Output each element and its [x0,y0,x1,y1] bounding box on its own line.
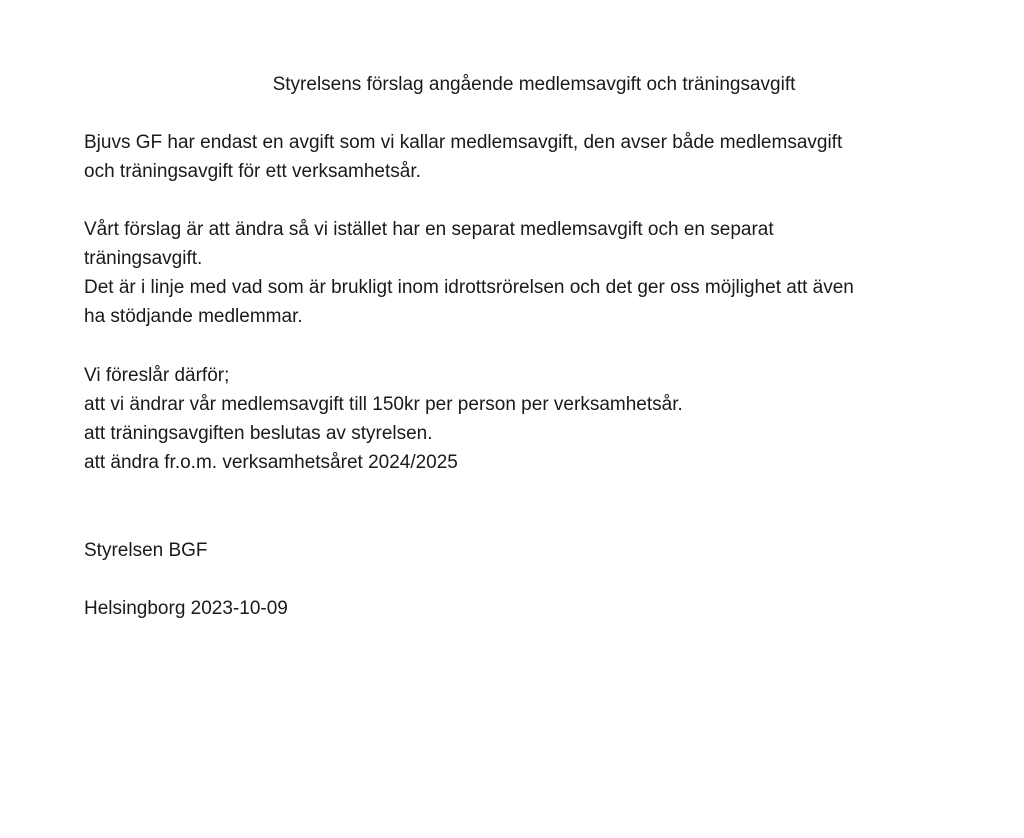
paragraph-2-line-3: Det är i linje med vad som är brukligt inom idrottsrörelsen och det ger oss möjlighet att även [84,277,854,298]
signature: Styrelsen BGF [84,540,208,561]
place-date: Helsingborg 2023-10-09 [84,598,288,619]
paragraph-1-line-2: och träningsavgift för ett verksamhetsår. [84,161,421,182]
proposal-intro: Vi föreslår därför; [84,365,230,386]
document-title: Styrelsens förslag angående medlemsavgift och träningsavgift [272,74,796,95]
paragraph-1-line-1: Bjuvs GF har endast en avgift som vi kallar medlemsavgift, den avser både medlemsavgift [84,132,843,153]
proposal-item-1: att vi ändrar vår medlemsavgift till 150kr per person per verksamhetsår. [84,394,683,415]
proposal-item-2: att träningsavgiften beslutas av styrelsen. [84,423,433,444]
paragraph-2-line-1: Vårt förslag är att ändra så vi istället har en separat medlemsavgift och en separat [84,219,774,240]
proposal-item-3: att ändra fr.o.m. verksamhetsåret 2024/2025 [84,452,458,473]
paragraph-2-line-2: träningsavgift. [84,248,203,269]
paragraph-2-line-4: ha stödjande medlemmar. [84,306,303,327]
